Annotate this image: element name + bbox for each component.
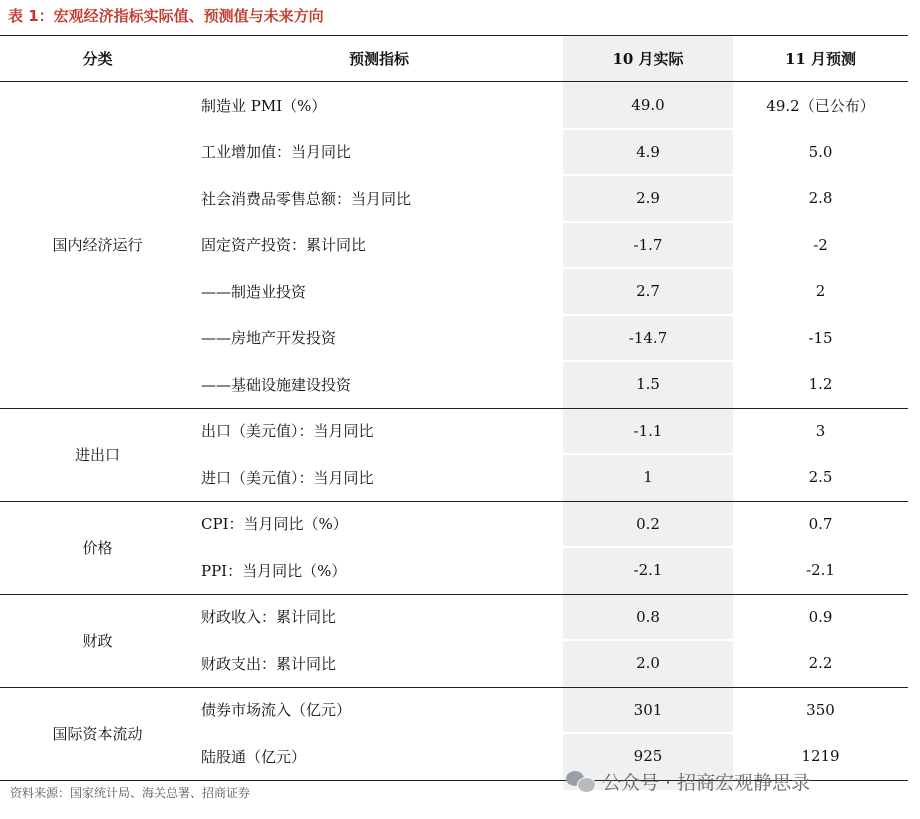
indicator-cell: ——制造业投资 [201,282,307,301]
indicator-cell: 财政支出：累计同比 [201,654,337,673]
watermark [566,766,810,796]
category-cell: 进出口 [74,445,120,464]
indicator-cell: 陆股通（亿元） [201,747,307,766]
forecast-value-cell: 49.2（已公布） [766,96,875,115]
forecast-value-cell: 2 [815,282,826,301]
category-cell: 国际资本流动 [52,724,143,743]
indicator-cell: PPI：当月同比（%） [201,561,347,580]
indicator-cell: 出口（美元值）：当月同比 [201,422,374,441]
forecast-value-cell: -15 [808,328,833,347]
actual-value-cell: 925 [633,747,663,766]
actual-value-cell: 4.9 [636,142,660,161]
forecast-value-cell: 2.2 [808,654,833,673]
indicator-cell: 工业增加值：当月同比 [201,143,352,162]
indicator-cell: ——房地产开发投资 [201,329,337,348]
actual-value-cell: -1.1 [633,421,663,440]
wechat-icon [566,769,596,793]
forecast-value-cell: 2.8 [808,189,833,208]
indicator-cell: 社会消费品零售总额：当月同比 [201,189,412,208]
actual-value-cell: -14.7 [628,328,668,347]
forecast-value-cell: 0.9 [808,607,833,626]
actual-value-cell: 2.0 [636,654,660,673]
actual-value-cell: 1 [643,468,653,487]
forecast-value-cell: -2.1 [806,561,835,580]
header-indicator: 预测指标 [348,49,409,68]
actual-value-cell: -1.7 [633,235,663,254]
watermark-text: 公众号 · 招商宏观静思录 [602,771,811,794]
header-category: 分类 [82,49,113,68]
forecast-value-cell: 1219 [801,747,840,766]
indicator-cell: 债券市场流入（亿元） [201,701,352,720]
header-actual: 10 月实际 [612,49,684,68]
actual-value-cell: 0.8 [636,607,660,626]
actual-value-cell: 49.0 [631,96,665,115]
actual-value-cell: 301 [633,700,663,719]
table-title: 表 1：宏观经济指标实际值、预测值与未来方向 [8,6,324,25]
forecast-value-cell: 2.5 [808,468,833,487]
header-forecast: 11 月预测 [784,49,857,68]
forecast-value-cell: 1.2 [808,375,833,394]
actual-value-cell: -2.1 [633,561,663,580]
forecast-value-cell: -2 [813,235,828,254]
forecast-value-cell: 350 [806,700,835,719]
source-note: 资料来源：国家统计局、海关总署、招商证券 [10,786,251,800]
actual-value-cell: 2.7 [636,282,660,301]
forecast-value-cell: 5.0 [808,142,833,161]
actual-value-cell: 2.9 [636,189,660,208]
indicator-cell: 制造业 PMI（%） [201,96,327,115]
forecast-value-cell: 3 [815,421,826,440]
indicator-cell: 进口（美元值）：当月同比 [201,468,374,487]
category-cell: 国内经济运行 [52,236,143,255]
indicator-cell: 固定资产投资：累计同比 [201,236,367,255]
category-cell: 价格 [82,538,113,557]
category-cell: 财政 [82,631,113,650]
forecast-value-cell: 0.7 [808,514,833,533]
indicator-cell: 财政收入：累计同比 [201,608,337,627]
actual-value-cell: 1.5 [636,375,660,394]
actual-value-cell: 0.2 [636,514,660,533]
indicator-cell: CPI：当月同比（%） [201,515,348,534]
indicator-cell: ——基础设施建设投资 [201,375,352,394]
